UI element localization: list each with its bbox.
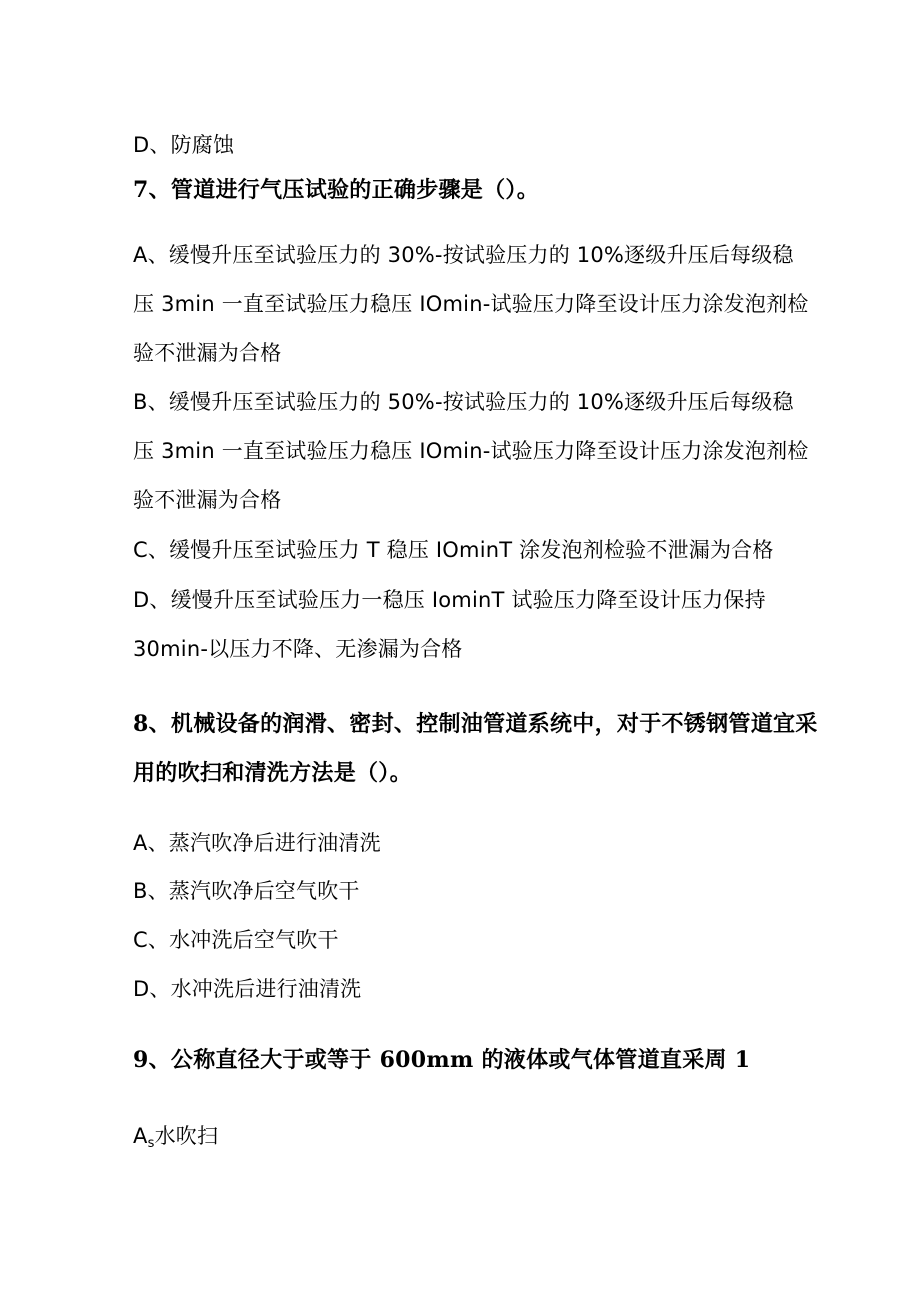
option-8b: B、蒸汽吹净后空气吹干 <box>133 879 360 903</box>
option-8a: A、蒸汽吹净后进行油清洗 <box>133 831 381 855</box>
option-7a-line-1: A、缓慢升压至试验压力的 30%-按试验压力的 10%逐级升压后每级稳 <box>133 243 794 267</box>
option-9a <box>133 1121 218 1159</box>
option-7c: C、缓慢升压至试验压力 T 稳压 IOminT 涂发泡剂检验不泄漏为合格 <box>133 538 774 562</box>
option-7b-line-2: 压 3min 一直至试验压力稳压 IOmin-试验压力降至设计压力涂发泡剂检 <box>133 439 809 463</box>
question-9: 9、公称直径大于或等于 600mm 的液体或气体管道直采周 1 <box>133 1047 751 1073</box>
option-text: 水吹扫 <box>154 1124 219 1148</box>
option-7d-line-2: 30min-以压力不降、无渗漏为合格 <box>133 637 463 661</box>
question-7: 7、管道进行气压试验的正确步骤是（）。 <box>133 177 540 203</box>
question-8-line-1: 8、机械设备的润滑、密封、控制油管道系统中，对于不锈钢管道宜采 <box>133 711 818 737</box>
option-letter-subscript: s <box>147 1136 155 1151</box>
option-7b-line-3: 验不泄漏为合格 <box>133 488 282 512</box>
option-7d-line-1: D、缓慢升压至试验压力一稳压 IominT 试验压力降至设计压力保持 <box>133 588 766 612</box>
option-letter: A <box>133 1124 148 1148</box>
option-7a-line-2: 压 3min 一直至试验压力稳压 IOmin-试验压力降至设计压力涂发泡剂检 <box>133 292 809 316</box>
option-7b-line-1: B、缓慢升压至试验压力的 50%-按试验压力的 10%逐级升压后每级稳 <box>133 390 794 414</box>
option-8c: C、水冲洗后空气吹干 <box>133 928 339 952</box>
option-7a-line-3: 验不泄漏为合格 <box>133 341 282 365</box>
question-8-line-2: 用的吹扫和清洗方法是（）。 <box>133 760 412 786</box>
option-8d: D、水冲洗后进行油清洗 <box>133 977 362 1001</box>
option-6d: D、防腐蚀 <box>133 133 235 157</box>
